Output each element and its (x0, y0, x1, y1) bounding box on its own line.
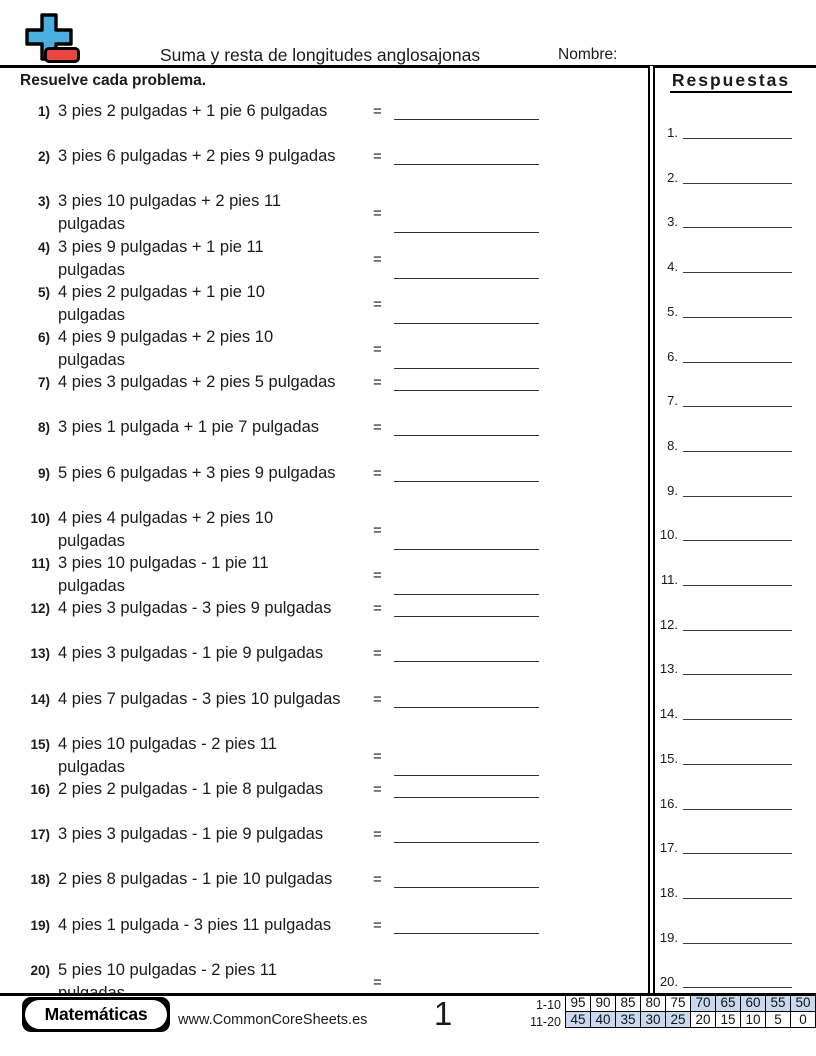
answer-blank[interactable] (683, 884, 792, 899)
footer-divider (0, 993, 816, 996)
problem-text: 3 pies 1 pulgada + 1 pie 7 pulgadas (58, 418, 320, 436)
answer-number: 16. (659, 796, 678, 811)
instructions-label: Resuelve cada problema. (20, 72, 207, 89)
problem-text: 5 pies 10 pulgadas - 2 pies 11 (58, 961, 277, 979)
problem-row (18, 236, 539, 282)
problem-answer-blank[interactable] (394, 797, 539, 798)
problem-row (18, 100, 539, 123)
equals-sign: = (373, 747, 382, 765)
problem-number: 9) (37, 466, 50, 481)
equals-sign: = (373, 917, 382, 934)
answer-blank[interactable] (683, 437, 792, 452)
problem-row (18, 688, 539, 711)
problem-text: 4 pies 3 pulgadas - 3 pies 9 pulgadas (58, 599, 332, 617)
answer-blank[interactable] (683, 348, 792, 363)
problem-number: 12) (30, 601, 50, 616)
answer-blank[interactable] (683, 526, 792, 541)
score-table (565, 994, 816, 1028)
answer-blank[interactable] (683, 303, 792, 318)
answer-row (650, 793, 792, 811)
answer-number: 8. (667, 438, 678, 453)
answer-blank[interactable] (683, 929, 792, 944)
brand-badge (22, 997, 170, 1032)
name-label: Nombre: (558, 46, 618, 63)
equals-sign: = (373, 566, 382, 584)
answer-number: 15. (659, 751, 678, 766)
problem-number: 8) (37, 420, 50, 435)
score-cell: 70 (691, 995, 716, 1012)
answer-row (650, 256, 792, 274)
answer-row (650, 211, 792, 229)
problem-text: 2 pies 2 pulgadas - 1 pie 8 pulgadas (58, 780, 324, 798)
answer-number: 12. (659, 617, 678, 632)
problem-text: 3 pies 3 pulgadas - 1 pie 9 pulgadas (58, 825, 324, 843)
answer-number: 5. (667, 304, 678, 319)
answer-number: 2. (667, 170, 678, 185)
answer-row (650, 167, 792, 185)
problem-row (18, 326, 539, 372)
answer-row (650, 614, 792, 632)
problem-text: 3 pies 2 pulgadas + 1 pie 6 pulgadas (58, 102, 328, 120)
answer-blank[interactable] (683, 258, 792, 273)
score-cell: 20 (691, 1011, 716, 1028)
answer-blank[interactable] (683, 660, 792, 675)
answer-number: 17. (659, 840, 678, 855)
problem-row (18, 597, 539, 620)
score-cell: 0 (791, 1011, 816, 1028)
problem-text: 3 pies 10 pulgadas - 1 pie 11 pulgadas (58, 554, 269, 595)
brand-label: Matemáticas (25, 1000, 167, 1029)
answer-row (650, 748, 792, 766)
problem-answer-blank[interactable] (394, 842, 539, 843)
answer-row (650, 122, 792, 140)
answer-row (650, 524, 792, 542)
answer-number: 4. (667, 259, 678, 274)
answer-blank[interactable] (683, 213, 792, 228)
problem-answer-blank[interactable] (394, 390, 539, 391)
problem-answer-blank[interactable] (394, 707, 539, 708)
answer-row (650, 390, 792, 408)
score-cell: 85 (616, 995, 641, 1012)
equals-sign: = (373, 465, 382, 482)
equals-sign: = (373, 645, 382, 662)
problem-number: 3) (37, 194, 50, 209)
problem-number: 16) (30, 782, 50, 797)
problem-row (18, 778, 539, 801)
problem-answer-blank[interactable] (394, 323, 539, 324)
answer-number: 6. (667, 349, 678, 364)
problem-row (18, 914, 539, 937)
problem-text: 4 pies 3 pulgadas + 2 pies 5 pulgadas (58, 373, 336, 391)
page-number: 1 (433, 995, 453, 1032)
answer-row (650, 658, 792, 676)
score-cell: 50 (791, 995, 816, 1012)
score-cell: 10 (741, 1011, 766, 1028)
answer-blank[interactable] (683, 750, 792, 765)
equals-sign: = (373, 600, 382, 617)
problem-answer-blank[interactable] (394, 933, 539, 934)
equals-sign: = (373, 691, 382, 708)
problem-number: 11) (31, 556, 50, 571)
problem-text: 4 pies 9 pulgadas + 2 pies 10 pulgadas (58, 328, 274, 369)
problem-text: 4 pies 1 pulgada - 3 pies 11 pulgadas (58, 916, 332, 934)
problem-row (18, 552, 539, 598)
problem-number: 7) (37, 375, 50, 390)
problem-text: 3 pies 9 pulgadas + 1 pie 11 pulgadas (58, 238, 264, 279)
problem-row (18, 371, 539, 394)
equals-sign: = (373, 148, 382, 165)
score-cell: 75 (666, 995, 691, 1012)
answer-row (650, 480, 792, 498)
score-cell: 80 (641, 995, 666, 1012)
equals-sign: = (373, 250, 382, 268)
problem-answer-blank[interactable] (394, 119, 539, 120)
problem-text: 3 pies 10 pulgadas + 2 pies 11 pulgadas (58, 192, 282, 233)
problem-text: 4 pies 10 pulgadas - 2 pies 11 pulgadas (58, 735, 277, 776)
problem-row (18, 281, 539, 327)
equals-sign: = (373, 871, 382, 888)
plus-minus-icon (22, 13, 82, 67)
equals-sign: = (373, 340, 382, 358)
equals-sign: = (373, 781, 382, 798)
problem-row (18, 733, 539, 779)
equals-sign: = (373, 295, 382, 313)
equals-sign: = (373, 419, 382, 436)
equals-sign: = (373, 204, 382, 222)
answer-blank[interactable] (683, 392, 792, 407)
problem-answer-blank[interactable] (394, 481, 539, 482)
answer-row (650, 971, 792, 989)
answer-number: 7. (667, 393, 678, 408)
problem-text: 4 pies 7 pulgadas - 3 pies 10 pulgadas (58, 690, 341, 708)
header-divider (0, 65, 816, 68)
score-cell: 60 (741, 995, 766, 1012)
problem-text: 4 pies 4 pulgadas + 2 pies 10 pulgadas (58, 509, 274, 550)
equals-sign: = (373, 374, 382, 391)
problem-row (18, 145, 539, 168)
equals-sign: = (373, 973, 382, 991)
equals-sign: = (373, 521, 382, 539)
answer-row (650, 569, 792, 587)
problem-number: 14) (30, 692, 50, 707)
problem-answer-blank[interactable] (394, 661, 539, 662)
score-cell: 90 (591, 995, 616, 1012)
answer-row (650, 435, 792, 453)
problem-answer-blank[interactable] (394, 435, 539, 436)
answer-blank[interactable] (683, 616, 792, 631)
problem-row (18, 868, 539, 891)
answer-blank[interactable] (683, 169, 792, 184)
problem-number: 4) (37, 240, 50, 255)
score-cell: 25 (666, 1011, 691, 1028)
answer-row (650, 703, 792, 721)
problem-row (18, 642, 539, 665)
score-cell: 15 (716, 1011, 741, 1028)
problem-text: 4 pies 2 pulgadas + 1 pie 10 pulgadas (58, 283, 265, 324)
page-title: Suma y resta de longitudes anglosajonas (160, 45, 481, 65)
problem-number: 5) (37, 285, 50, 300)
score-cell: 95 (566, 995, 591, 1012)
problem-row (18, 823, 539, 846)
problem-number: 13) (30, 646, 50, 661)
problem-answer-blank[interactable] (394, 164, 539, 165)
answer-number: 3. (667, 214, 678, 229)
score-range-label-2: 11-20 (529, 1015, 561, 1029)
score-cell: 65 (716, 995, 741, 1012)
answer-blank[interactable] (683, 571, 792, 586)
answers-panel-title: Respuestas (652, 70, 810, 91)
score-cell: 30 (641, 1011, 666, 1028)
answer-row (650, 927, 792, 945)
problem-number: 17) (30, 827, 50, 842)
answer-row (650, 301, 792, 319)
answer-number: 11. (660, 572, 678, 587)
answer-number: 19. (659, 930, 678, 945)
problem-text: 3 pies 6 pulgadas + 2 pies 9 pulgadas (58, 147, 336, 165)
problem-number: 6) (37, 330, 50, 345)
answer-row (650, 837, 792, 855)
answer-number: 10. (659, 527, 678, 542)
answer-row (650, 346, 792, 364)
answer-blank[interactable] (683, 839, 792, 854)
problem-row (18, 462, 539, 485)
problem-answer-blank[interactable] (394, 594, 539, 595)
problem-answer-blank[interactable] (394, 616, 539, 617)
problem-row (18, 416, 539, 439)
answer-number: 14. (659, 706, 678, 721)
score-cell: 55 (766, 995, 791, 1012)
problem-answer-blank[interactable] (394, 368, 539, 369)
answer-blank[interactable] (683, 795, 792, 810)
answer-number: 18. (659, 885, 678, 900)
answer-row (650, 882, 792, 900)
answer-blank[interactable] (683, 124, 792, 139)
problem-number: 19) (30, 918, 50, 933)
answer-blank[interactable] (683, 482, 792, 497)
problem-row (18, 190, 539, 236)
problem-answer-blank[interactable] (394, 549, 539, 550)
problem-row (18, 507, 539, 553)
answer-number: 1. (667, 125, 678, 140)
problem-text: 2 pies 8 pulgadas - 1 pie 10 pulgadas (58, 870, 333, 888)
answer-number: 13. (659, 661, 678, 676)
score-cell: 40 (591, 1011, 616, 1028)
score-cell: 5 (766, 1011, 791, 1028)
score-row (566, 995, 816, 1012)
answer-blank[interactable] (683, 973, 792, 988)
score-row (566, 1011, 816, 1028)
score-cell: 35 (616, 1011, 641, 1028)
score-cell: 45 (566, 1011, 591, 1028)
problem-number: 15) (30, 737, 50, 752)
problem-number: 1) (37, 104, 50, 119)
problem-answer-blank[interactable] (394, 775, 539, 776)
problem-number: 18) (30, 872, 50, 887)
website-label: www.CommonCoreSheets.es (178, 1012, 368, 1028)
problem-answer-blank[interactable] (394, 232, 539, 233)
problem-number: 10) (30, 511, 50, 526)
equals-sign: = (373, 826, 382, 843)
problem-text: 4 pies 3 pulgadas - 1 pie 9 pulgadas (58, 644, 324, 662)
answer-blank[interactable] (683, 705, 792, 720)
problem-answer-blank[interactable] (394, 278, 539, 279)
answer-number: 20. (659, 974, 678, 989)
equals-sign: = (373, 103, 382, 120)
problem-number: 20) (30, 963, 50, 978)
problem-text: 5 pies 6 pulgadas + 3 pies 9 pulgadas (58, 464, 336, 482)
answer-number: 9. (667, 483, 678, 498)
problem-answer-blank[interactable] (394, 887, 539, 888)
problem-number: 2) (37, 149, 50, 164)
footer (0, 995, 816, 1056)
score-range-label-1: 1-10 (535, 998, 561, 1012)
